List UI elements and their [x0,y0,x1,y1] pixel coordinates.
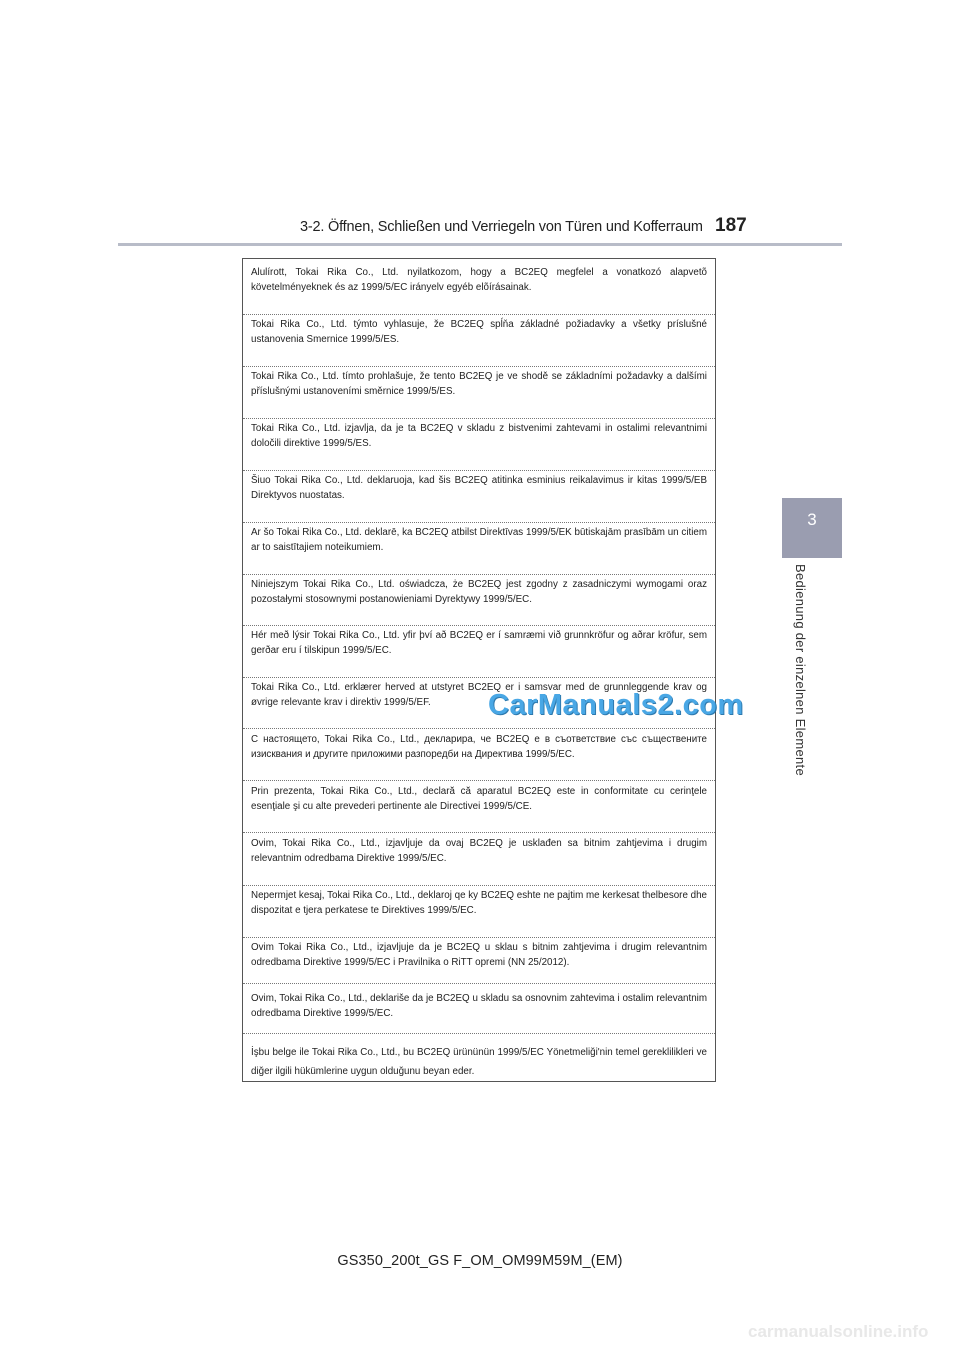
header-divider [118,243,842,246]
section-title: 3-2. Öffnen, Schließen und Verriegeln von Türen und Kofferraum [300,219,703,235]
chapter-tab: 3 [782,498,842,558]
declaration-slovenian: Tokai Rika Co., Ltd. izjavlja, da je ta BC2EQ v skladu z bistvenimi zahtevami in ostalimi relevantnimi določili direktive 1999/5/ES. [251,423,707,449]
separator [243,366,715,367]
declaration-serbian: Ovim, Tokai Rika Co., Ltd., deklariše da je BC2EQ u skladu sa osnovnim zahtevima i ostalim relevantnim odredbama Direktive 1999/5/EC. [251,993,707,1019]
declaration-czech: Tokai Rika Co., Ltd. tímto prohlašuje, že tento BC2EQ je ve shodě se základními požadavky a dalšími příslušnými ustanoveními směrnice 1999/5/ES. [251,371,707,397]
separator [243,1033,715,1034]
declaration-albanian: Nepermjet kesaj, Tokai Rika Co., Ltd., deklaroj qe ky BC2EQ eshte ne pajtim me kerkesat thelbesore dhe dispozitat e tjera perkatese te Direktives 1999/5/EC. [251,890,707,916]
separator [243,574,715,575]
declaration-box [242,258,716,1082]
separator [243,983,715,984]
declaration-slovak: Tokai Rika Co., Ltd. týmto vyhlasuje, že BC2EQ spĺňa základné požiadavky a všetky príslušné ustanovenia Smernice 1999/5/ES. [251,319,707,345]
declaration-hungarian: Alulírott, Tokai Rika Co., Ltd. nyilatkozom, hogy a BC2EQ megfelel a vonatkozó alapvetõ követelményeknek és az 1999/5/EC irányelv egyéb elõírásainak. [251,267,707,293]
declaration-croatian: Ovim Tokai Rika Co., Ltd., izjavljuje da je BC2EQ u sklau s bitnim zahtjevima i drugim relevantnim odredbama Direktive 1999/5/EC i Pravilnika o RiTT opremi (NN 25/2012). [251,942,707,968]
declaration-turkish: İşbu belge ile Tokai Rika Co., Ltd., bu BC2EQ ürününün 1999/5/EC Yönetmeliği'nin temel gereklilikleri ve diğer ilgili hükümlerine uygun olduğunu beyan eder. [251,1047,707,1077]
declaration-latvian: Ar šo Tokai Rika Co., Ltd. deklarē, ka BC2EQ atbilst Direktīvas 1999/5/EK būtiskajām prasībām un citiem ar to saistītajiem noteikumiem. [251,527,707,553]
separator [243,937,715,938]
separator [243,885,715,886]
chapter-label: Bedienung der einzelnen Elemente [793,564,808,776]
separator [243,832,715,833]
declaration-lithuanian: Šiuo Tokai Rika Co., Ltd. deklaruoja, kad šis BC2EQ atitinka esminius reikalavimus ir kitas 1999/5/EB Direktyvos nuostatas. [251,475,707,501]
separator [243,677,715,678]
declaration-icelandic: Hér með lýsir Tokai Rika Co., Ltd. yfir því að BC2EQ er í samræmi við grunnkröfur og aðrar kröfur, sem gerðar eru í tilskipun 1999/5/EC. [251,630,707,656]
declaration-norwegian: Tokai Rika Co., Ltd. erklærer herved at utstyret BC2EQ er i samsvar med de grunnleggende krav og øvrige relevante krav i direktiv 1999/5/EF. [251,682,707,708]
page-number: 187 [715,215,747,236]
carmanuals-watermark: CarManuals2.com [488,689,744,721]
separator [243,314,715,315]
separator [243,418,715,419]
declaration-polish: Niniejszym Tokai Rika Co., Ltd. oświadcza, że BC2EQ jest zgodny z zasadniczymi wymogami oraz pozostałymi stosownymi postanowieniami Dyrektywy 1999/5/EC. [251,579,707,605]
separator [243,470,715,471]
separator [243,522,715,523]
declaration-bulgarian: С настоящето, Tokai Rika Co., Ltd., декларира, че BC2EQ е в съответствие със съществените изисквания и другите приложими разпоредби на Директива 1999/5/ЕС. [251,734,707,760]
separator [243,780,715,781]
footer-model-code: GS350_200t_GS F_OM_OM99M59M_(EM) [337,1253,623,1269]
declaration-romanian: Prin prezenta, Tokai Rika Co., Ltd., declară că aparatul BC2EQ este in conformitate cu cerinţele esenţiale şi cu alte prevederi pertinente ale Directivei 1999/5/CE. [251,786,707,812]
declaration-bosnian: Ovim, Tokai Rika Co., Ltd., izjavljuje da ovaj BC2EQ je usklađen sa bitnim zahtjevima i drugim relevantnim odredbama Direktive 1999/5/EC. [251,838,707,864]
site-watermark: carmanualsonline.info [748,1322,929,1341]
separator [243,728,715,729]
separator [243,625,715,626]
